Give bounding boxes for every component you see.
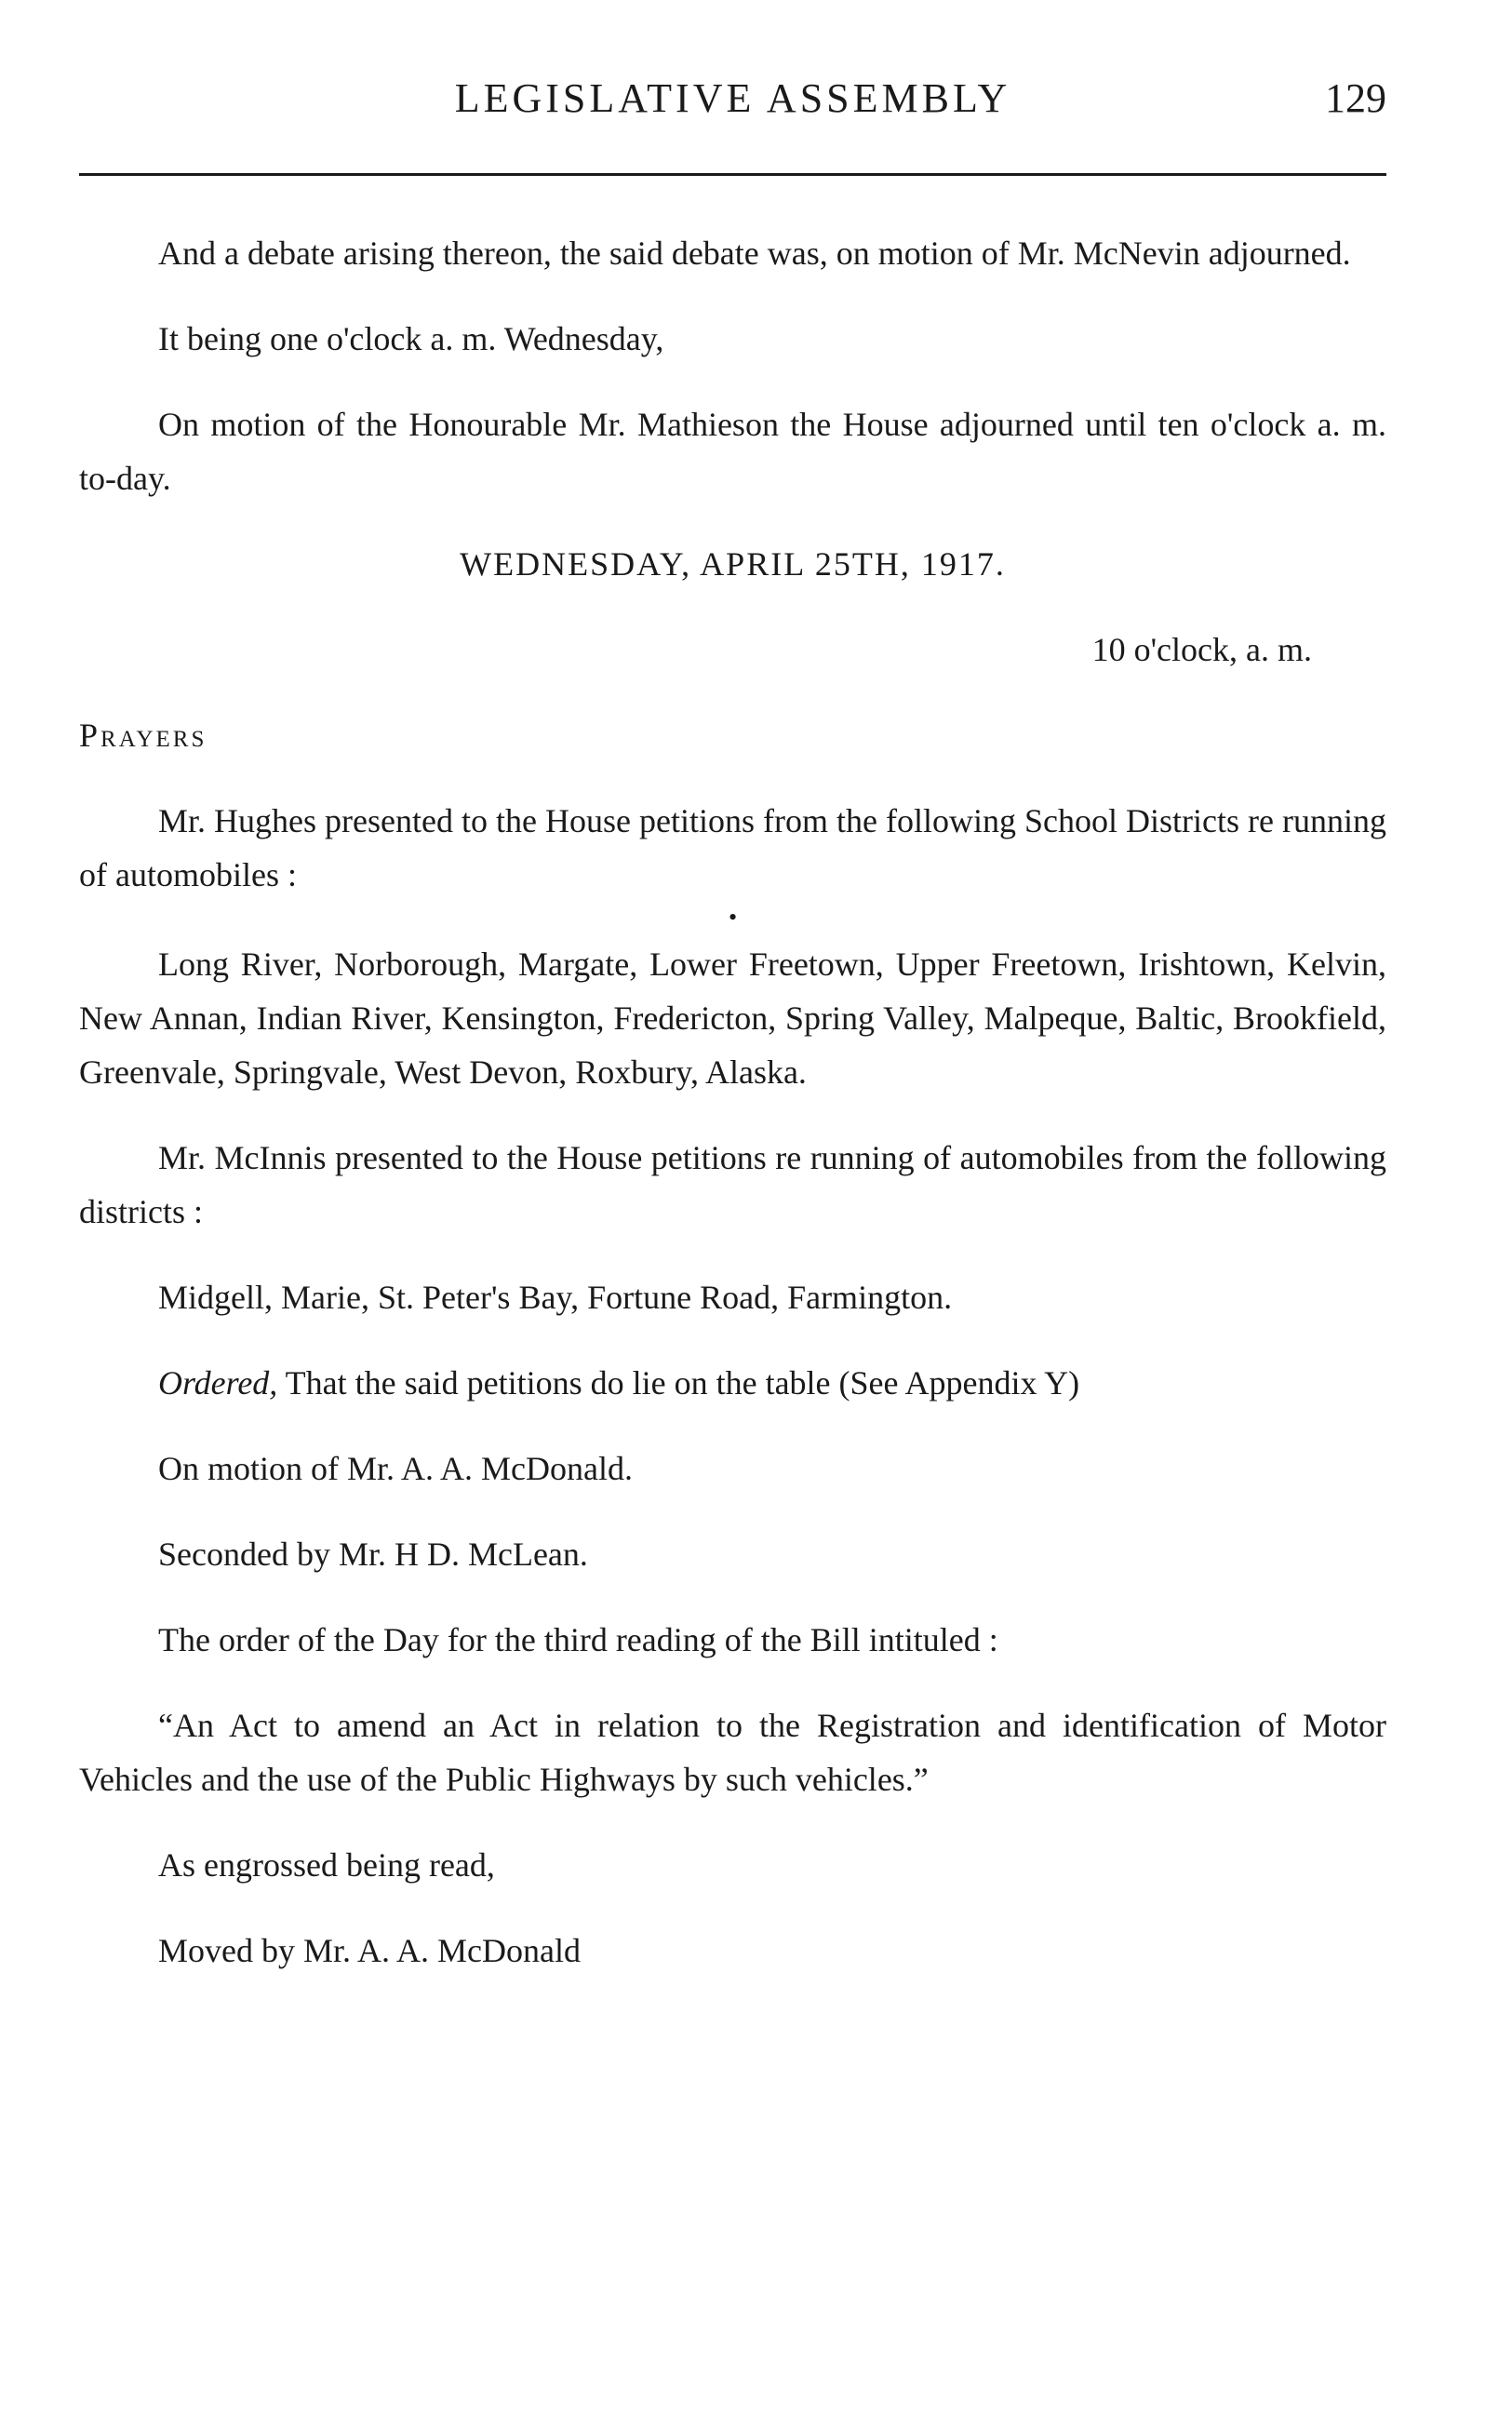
paragraph-ordered [79,1356,1386,1410]
ordered-text: That the said petitions do lie on the table (See Appendix Y) [277,1364,1080,1402]
paragraph-order-of-day: The order of the Day for the third reading of the Bill intituled : [158,1621,998,1658]
ordered-label: Ordered, [158,1364,278,1402]
ink-dot: • [728,904,738,931]
paragraph-debate-adjourned: And a debate arising thereon, the said debate was, on motion of Mr. McNevin adjourned. [158,235,1351,272]
date-heading: WEDNESDAY, APRIL 25TH, 1917. [460,545,1006,583]
paragraph-motion: On motion of Mr. A. A. McDonald. [158,1450,633,1487]
paragraph-moved-by: Moved by Mr. A. A. McDonald [158,1932,581,1969]
header-rule [79,173,1386,176]
paragraph-one-oclock: It being one o'clock a. m. Wednesday, [158,320,664,357]
paragraph-districts-list: Midgell, Marie, St. Peter's Bay, Fortune Road, Farmington. [158,1279,953,1316]
paragraph-hughes-petitions: Mr. Hughes presented to the House petitions from the following School Districts re running of automobiles : [79,802,1386,893]
paragraph-engrossed: As engrossed being read, [158,1846,495,1884]
document-page [79,74,1386,1978]
prayers-heading: Prayers [79,717,207,754]
paragraph-seconded: Seconded by Mr. H D. McLean. [158,1536,588,1573]
page-number: 129 [1325,75,1386,121]
running-header [79,74,1386,130]
running-title: LEGISLATIVE ASSEMBLY [454,75,1011,121]
paragraph-bill-title: “An Act to amend an Act in relation to the Registration and identification of Motor Vehicles and the use of the Public Highways by such vehicles.” [79,1707,1386,1798]
paragraph-house-adjourned: On motion of the Honourable Mr. Mathieson the House adjourned until ten o'clock a. m. to-day. [79,406,1386,497]
paragraph-mcinnis-petitions: Mr. McInnis presented to the House petitions re running of automobiles from the following districts : [79,1139,1386,1230]
session-time: 10 o'clock, a. m. [1091,631,1312,668]
paragraph-school-districts-list: Long River, Norborough, Margate, Lower Freetown, Upper Freetown, Irishtown, Kelvin, New Annan, Indian River, Kensington, Fredericton, Spring Valley, Malpeque, Baltic, Brookfield, Greenvale, Springvale, West Devon, Roxbury, Alaska. [79,946,1386,1091]
